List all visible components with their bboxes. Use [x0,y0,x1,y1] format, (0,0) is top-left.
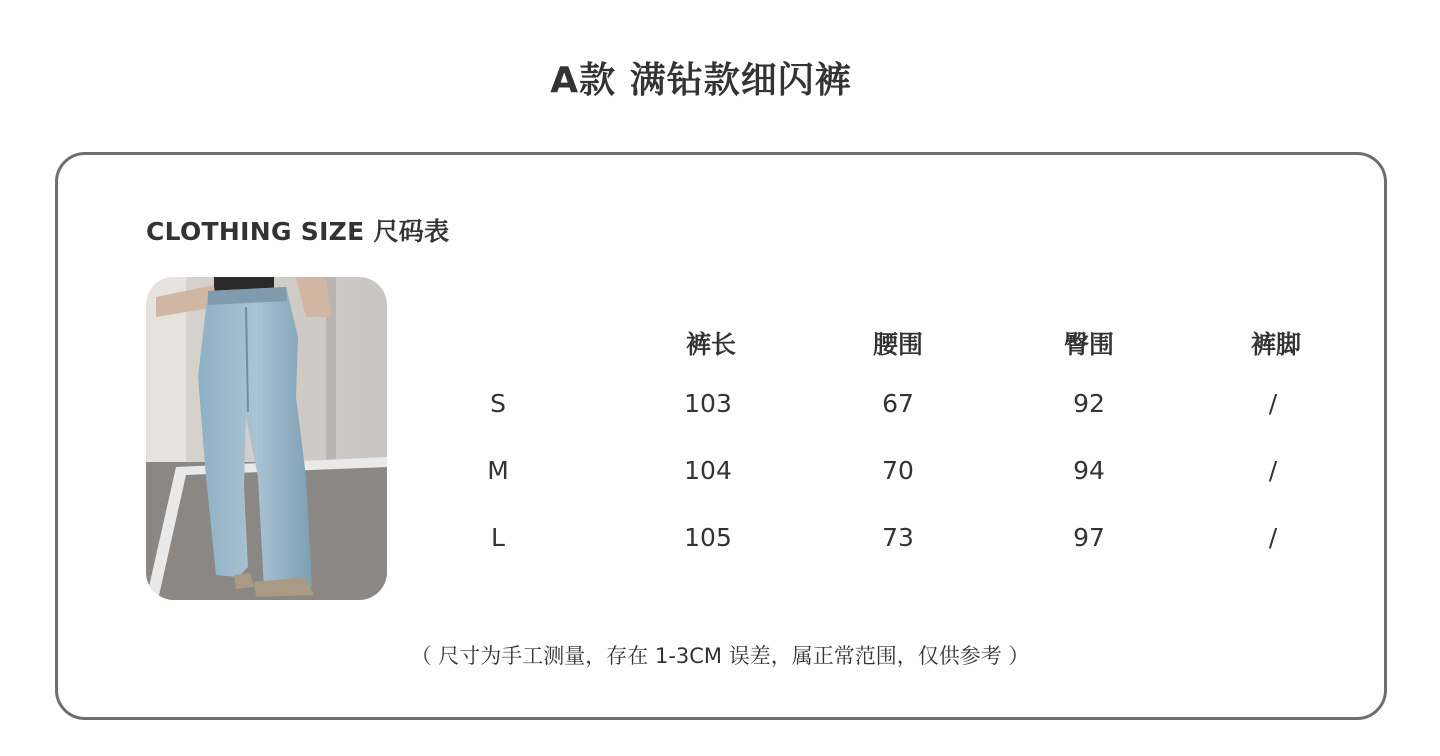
measurement-note: （ 尺寸为手工测量，存在 1-3CM 误差，属正常范围，仅供参考 ） [410,644,1030,668]
header-waist: 腰围 [872,330,923,359]
table-cell: 94 [1073,456,1105,485]
table-cell: 97 [1073,523,1105,552]
table-row-size: L [491,523,505,552]
product-photo [146,277,387,600]
table-cell: 70 [882,456,914,485]
table-row-size: S [490,389,506,418]
table-cell: 105 [684,523,732,552]
table-cell: 67 [882,389,914,418]
table-row-size: M [487,456,509,485]
table-cell: / [1268,389,1278,418]
table-cell: / [1268,523,1278,552]
header-hem: 裤脚 [1250,330,1301,359]
table-cell: 103 [684,389,732,418]
table-cell: 104 [684,456,732,485]
page-title: A款 满钻款细闪裤 [550,60,852,101]
header-pants-length: 裤长 [685,330,736,359]
header-hip: 臀围 [1063,330,1114,359]
table-cell: 92 [1073,389,1105,418]
table-cell: / [1268,456,1278,485]
section-heading: CLOTHING SIZE 尺码表 [146,217,450,246]
table-cell: 73 [882,523,914,552]
